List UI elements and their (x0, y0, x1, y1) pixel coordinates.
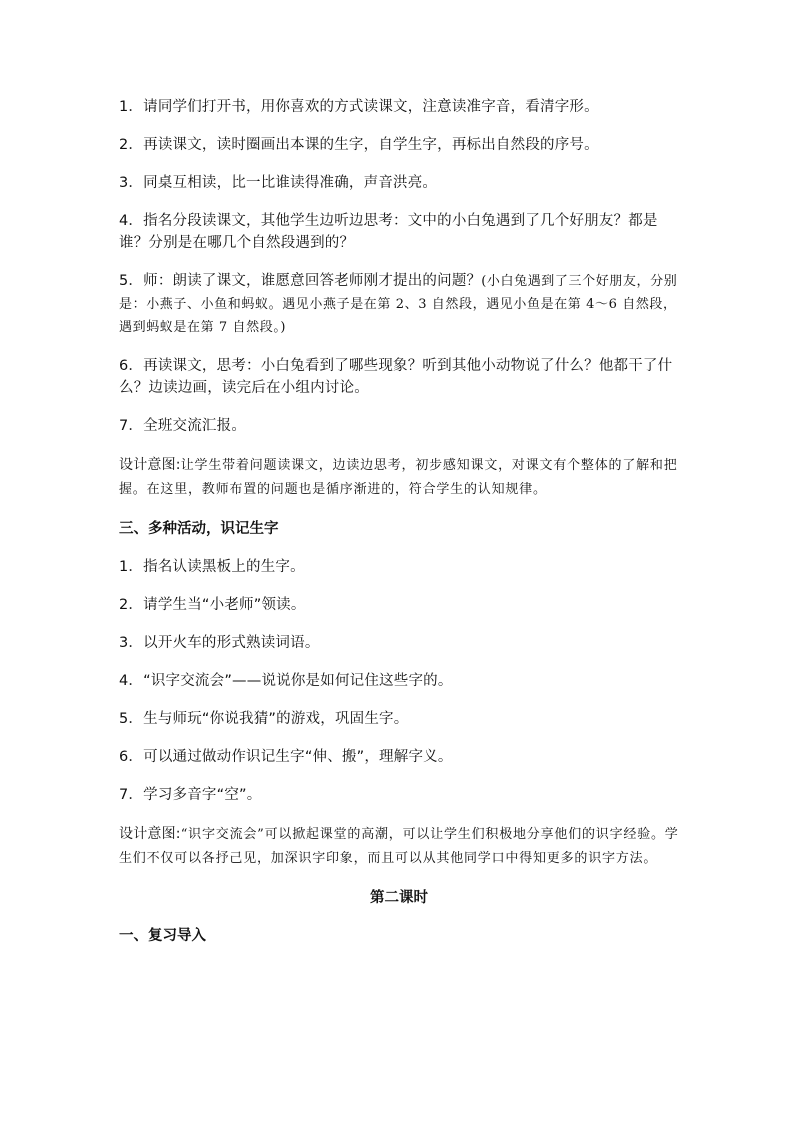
design-intent-text: 让学生带着问题读课文，边读边思考，初步感知课文，对课文有个整体的了解和把握。在这里，教师布置的问题也是循序渐进的，符合学生的认知规律。 (119, 458, 678, 497)
section-3-step-5: 5．生与师玩“你说我猜”的游戏，巩固生字。 (119, 711, 409, 727)
step-7: 7．全班交流汇报。 (119, 418, 247, 434)
design-intent-2 (119, 822, 679, 871)
section-3-step-1: 1．指名认读黑板上的生字。 (119, 559, 305, 575)
step-3: 3．同桌互相读，比一比谁读得准确，声音洪亮。 (119, 175, 438, 191)
section-3-step-6: 6．可以通过做动作识记生字“伸、搬”，理解字义。 (119, 749, 453, 765)
step-5-answer-note: (小白兔遇到了三个好朋友，分别是：小燕子、小鱼和蚂蚁。遇见小燕子是在第 2、3 自然段，遇见小鱼是在第 4～6 自然段，遇到蚂蚁是在第 7 自然段。) (119, 274, 678, 335)
section-3-step-2: 2．请学生当“小老师”领读。 (119, 597, 306, 613)
step-4: 4．指名分段读课文，其他学生边听边思考：文中的小白兔遇到了几个好朋友？都是谁？分别是在哪几个自然段遇到的？ (119, 213, 658, 251)
section-1-heading: 一、复习导入 (119, 928, 206, 944)
step-5-main: 5．师：朗读了课文，谁愿意回答老师刚才提出的问题？ (119, 273, 482, 289)
lesson-2-title: 第二课时 (370, 890, 428, 906)
section-3-heading: 三、多种活动，识记生字 (119, 521, 279, 537)
document-page (119, 96, 679, 963)
design-intent-label: 设计意图: (119, 826, 181, 842)
step-1: 1．请同学们打开书，用你喜欢的方式读课文，注意读准字音，看清字形。 (119, 99, 599, 115)
design-intent-1 (119, 453, 679, 502)
step-5 (119, 270, 679, 339)
section-3-step-3: 3．以开火车的形式熟读词语。 (119, 635, 320, 651)
step-6: 6．再读课文，思考：小白兔看到了哪些现象？听到其他小动物说了什么？他都干了什么？边读边画，读完后在小组内讨论。 (119, 358, 673, 396)
section-3-step-4: 4．“识字交流会”——说说你是如何记住这些字的。 (119, 673, 453, 689)
design-intent-text: “识字交流会”可以掀起课堂的高潮，可以让学生们积极地分享他们的识字经验。学生们不仅可以各抒己见，加深识字印象，而且可以从其他同学口中得知更多的识字方法。 (119, 827, 679, 866)
section-3-step-7: 7．学习多音字“空”。 (119, 787, 262, 803)
step-2: 2．再读课文，读时圈画出本课的生字，自学生字，再标出自然段的序号。 (119, 137, 599, 153)
design-intent-label: 设计意图: (119, 457, 181, 473)
